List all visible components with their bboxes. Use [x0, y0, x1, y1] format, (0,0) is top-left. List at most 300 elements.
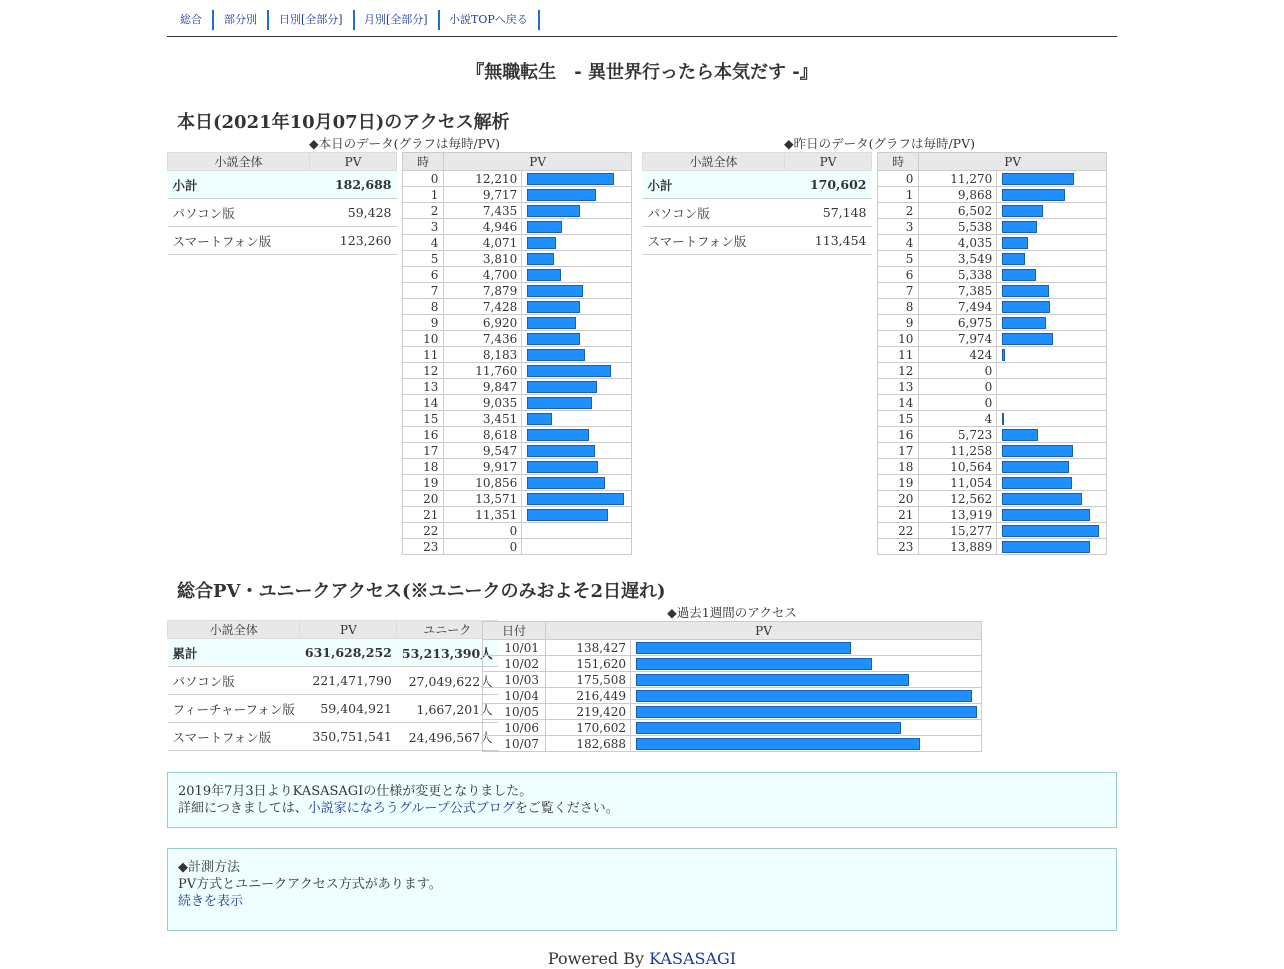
yesterday-hourly-table: [877, 152, 1107, 555]
table-row: [403, 235, 632, 251]
date-cell: 10/05: [483, 704, 546, 720]
bar-cell: [997, 395, 1107, 411]
col-header: 小説全体: [168, 621, 300, 639]
hour-cell: 10: [403, 331, 444, 347]
date-cell: 10/03: [483, 672, 546, 688]
col-header: PV: [546, 622, 982, 640]
top-nav: [167, 0, 1117, 37]
pv-cell: 3,451: [444, 411, 522, 427]
pv-bar: [1002, 541, 1090, 553]
pv-cell: 3,810: [444, 251, 522, 267]
hour-cell: 22: [403, 523, 444, 539]
bar-cell: [997, 219, 1107, 235]
hour-cell: 15: [403, 411, 444, 427]
bar-cell: [631, 672, 982, 688]
hour-cell: 7: [403, 283, 444, 299]
bar-cell: [997, 283, 1107, 299]
pv-bar: [636, 674, 909, 686]
official-blog-link[interactable]: 小説家になろうグループ公式ブログ: [307, 801, 515, 816]
pv-value: 221,471,790: [300, 667, 397, 695]
pv-bar: [1002, 413, 1004, 425]
table-row: [403, 331, 632, 347]
row-label: 小計: [643, 171, 785, 199]
col-header: 時: [403, 153, 444, 171]
pv-cell: 175,508: [546, 672, 631, 688]
unique-value: 27,049,622人: [397, 667, 498, 695]
nav-link[interactable]: 小説TOPへ戻る: [449, 10, 540, 30]
pv-bar: [527, 269, 561, 281]
col-header: PV: [785, 153, 872, 171]
table-row: [878, 379, 1107, 395]
table-row: [878, 443, 1107, 459]
today-caption: ◆本日のデータ(グラフは毎時/PV): [308, 136, 501, 151]
pv-bar: [527, 221, 562, 233]
bar-cell: [522, 251, 632, 267]
bar-cell: [997, 427, 1107, 443]
page-title: 『無職転生 - 異世界行ったら本気だす -』: [466, 62, 818, 83]
row-label: スマートフォン版: [168, 723, 300, 751]
hour-cell: 17: [403, 443, 444, 459]
pv-bar: [527, 413, 552, 425]
total-table: [167, 620, 498, 751]
pv-bar: [1002, 269, 1036, 281]
bar-cell: [522, 347, 632, 363]
hour-cell: 9: [403, 315, 444, 331]
table-row: [878, 507, 1107, 523]
bar-cell: [997, 507, 1107, 523]
row-label: パソコン版: [168, 667, 300, 695]
pv-cell: 4,035: [919, 235, 997, 251]
pv-bar: [1002, 493, 1082, 505]
table-row: [878, 235, 1107, 251]
bar-cell: [631, 656, 982, 672]
bar-cell: [522, 315, 632, 331]
pv-bar: [1002, 317, 1046, 329]
pv-cell: 0: [444, 539, 522, 555]
pv-cell: 4: [919, 411, 997, 427]
table-row: [403, 411, 632, 427]
pv-cell: 11,351: [444, 507, 522, 523]
total-heading: 総合PV・ユニークアクセス(※ユニークのみおよそ2日遅れ): [177, 581, 666, 602]
pv-bar: [636, 738, 920, 750]
hour-cell: 15: [878, 411, 919, 427]
table-row: [643, 171, 872, 199]
pv-bar: [527, 477, 605, 489]
table-row: [168, 639, 498, 667]
nav-link[interactable]: 総合: [180, 10, 214, 30]
hour-cell: 16: [878, 427, 919, 443]
footer: [167, 949, 1117, 968]
table-row: [878, 187, 1107, 203]
row-label: パソコン版: [643, 199, 785, 227]
table-row: [168, 667, 498, 695]
table-row: [403, 379, 632, 395]
table-row: [878, 283, 1107, 299]
week-caption: ◆過去1週間のアクセス: [667, 605, 797, 620]
table-row: [878, 459, 1107, 475]
pv-cell: 151,620: [546, 656, 631, 672]
bar-cell: [997, 331, 1107, 347]
bar-cell: [997, 315, 1107, 331]
bar-cell: [997, 171, 1107, 187]
pv-cell: 4,946: [444, 219, 522, 235]
pv-cell: 3,549: [919, 251, 997, 267]
col-header: 小説全体: [168, 153, 310, 171]
row-label: パソコン版: [168, 199, 310, 227]
row-value: 59,428: [310, 199, 397, 227]
pv-bar: [1002, 205, 1043, 217]
pv-bar: [527, 173, 614, 185]
pv-bar: [1002, 253, 1025, 265]
bar-cell: [522, 299, 632, 315]
pv-bar: [527, 205, 580, 217]
hour-cell: 18: [878, 459, 919, 475]
pv-cell: 11,270: [919, 171, 997, 187]
table-row: [878, 347, 1107, 363]
row-label: 累計: [168, 639, 300, 667]
bar-cell: [997, 251, 1107, 267]
pv-bar: [527, 253, 554, 265]
table-row: [483, 704, 982, 720]
pv-cell: 4,071: [444, 235, 522, 251]
page: [167, 0, 1117, 968]
pv-bar: [1002, 509, 1090, 521]
pv-cell: 9,717: [444, 187, 522, 203]
today-heading: 本日(2021年10月07日)のアクセス解析: [177, 112, 510, 133]
pv-bar: [1002, 173, 1074, 185]
pv-bar: [1002, 429, 1038, 441]
yesterday-caption: ◆昨日のデータ(グラフは毎時/PV): [783, 136, 976, 151]
table-row: [483, 656, 982, 672]
pv-value: 59,404,921: [300, 695, 397, 723]
pv-cell: 4,700: [444, 267, 522, 283]
col-header: PV: [300, 621, 397, 639]
bar-cell: [522, 443, 632, 459]
unique-value: 1,667,201人: [397, 695, 498, 723]
bar-cell: [631, 704, 982, 720]
table-row: [878, 427, 1107, 443]
pv-bar: [527, 285, 583, 297]
col-header: 日付: [483, 622, 546, 640]
hour-cell: 11: [878, 347, 919, 363]
hour-cell: 0: [403, 171, 444, 187]
hour-cell: 22: [878, 523, 919, 539]
table-row: [168, 695, 498, 723]
table-row: [168, 723, 498, 751]
table-row: [403, 427, 632, 443]
pv-cell: 12,210: [444, 171, 522, 187]
table-row: [168, 227, 397, 255]
table-row: [403, 219, 632, 235]
bar-cell: [522, 395, 632, 411]
hour-cell: 6: [403, 267, 444, 283]
hour-cell: 8: [878, 299, 919, 315]
bar-cell: [522, 459, 632, 475]
pv-cell: 9,547: [444, 443, 522, 459]
bar-cell: [522, 523, 632, 539]
table-row: [403, 187, 632, 203]
bar-cell: [522, 411, 632, 427]
pv-bar: [527, 237, 556, 249]
bar-cell: [997, 411, 1107, 427]
pv-bar: [636, 658, 872, 670]
pv-cell: 0: [919, 395, 997, 411]
bar-cell: [997, 459, 1107, 475]
nav-link[interactable]: 部分別: [224, 10, 269, 30]
pv-cell: 0: [919, 379, 997, 395]
pv-bar: [527, 445, 595, 457]
pv-bar: [636, 722, 901, 734]
bar-cell: [997, 187, 1107, 203]
pv-cell: 182,688: [546, 736, 631, 752]
bar-cell: [522, 427, 632, 443]
row-label: 小計: [168, 171, 310, 199]
col-header: ユニーク: [397, 621, 498, 639]
table-row: [878, 363, 1107, 379]
table-row: [168, 171, 397, 199]
bar-cell: [997, 203, 1107, 219]
pv-cell: 5,538: [919, 219, 997, 235]
hour-cell: 23: [878, 539, 919, 555]
table-row: [878, 523, 1107, 539]
hour-cell: 6: [878, 267, 919, 283]
table-row: [168, 199, 397, 227]
spec-change-notice: [167, 772, 1117, 828]
bar-cell: [522, 539, 632, 555]
table-row: [403, 539, 632, 555]
notice-heading: ◆計測方法: [178, 860, 240, 875]
show-more-link[interactable]: 続きを表示: [178, 894, 244, 909]
table-row: [403, 283, 632, 299]
hour-cell: 19: [878, 475, 919, 491]
pv-bar: [527, 381, 597, 393]
pv-bar: [1002, 189, 1065, 201]
bar-cell: [997, 491, 1107, 507]
pv-cell: 10,564: [919, 459, 997, 475]
bar-cell: [522, 267, 632, 283]
pv-bar: [527, 461, 598, 473]
table-row: [403, 251, 632, 267]
pv-bar: [527, 365, 611, 377]
bar-cell: [997, 347, 1107, 363]
bar-cell: [522, 379, 632, 395]
col-header: 小説全体: [643, 153, 785, 171]
week-table: [482, 621, 982, 752]
hour-cell: 3: [878, 219, 919, 235]
hour-cell: 10: [878, 331, 919, 347]
pv-value: 631,628,252: [300, 639, 397, 667]
pv-cell: 170,602: [546, 720, 631, 736]
table-row: [878, 475, 1107, 491]
bar-cell: [997, 379, 1107, 395]
hour-cell: 7: [878, 283, 919, 299]
pv-cell: 12,562: [919, 491, 997, 507]
pv-bar: [1002, 301, 1050, 313]
pv-cell: 15,277: [919, 523, 997, 539]
pv-bar: [1002, 445, 1073, 457]
footer-text: Powered By: [547, 949, 650, 968]
hour-cell: 23: [403, 539, 444, 555]
pv-cell: 8,618: [444, 427, 522, 443]
pv-cell: 10,856: [444, 475, 522, 491]
pv-bar: [1002, 285, 1049, 297]
pv-bar: [1002, 237, 1028, 249]
col-header: PV: [310, 153, 397, 171]
pv-cell: 0: [919, 363, 997, 379]
table-row: [403, 315, 632, 331]
pv-cell: 7,385: [919, 283, 997, 299]
bar-cell: [522, 171, 632, 187]
date-cell: 10/06: [483, 720, 546, 736]
unique-value: 53,213,390人: [397, 639, 498, 667]
hour-cell: 11: [403, 347, 444, 363]
table-row: [878, 203, 1107, 219]
date-cell: 10/01: [483, 640, 546, 656]
table-row: [878, 411, 1107, 427]
notice-text: をご覧ください。: [514, 801, 619, 816]
pv-bar: [1002, 525, 1099, 537]
hour-cell: 20: [878, 491, 919, 507]
table-row: [403, 443, 632, 459]
hour-cell: 1: [878, 187, 919, 203]
table-row: [403, 475, 632, 491]
hour-cell: 2: [403, 203, 444, 219]
hour-cell: 13: [403, 379, 444, 395]
bar-cell: [631, 688, 982, 704]
pv-cell: 5,338: [919, 267, 997, 283]
pv-bar: [1002, 349, 1005, 361]
hour-cell: 17: [878, 443, 919, 459]
pv-bar: [1002, 221, 1037, 233]
bar-cell: [631, 736, 982, 752]
yesterday-summary-table: [642, 152, 872, 255]
bar-cell: [997, 443, 1107, 459]
pv-bar: [636, 690, 972, 702]
col-header: 時: [878, 153, 919, 171]
pv-cell: 7,428: [444, 299, 522, 315]
pv-bar: [1002, 461, 1069, 473]
pv-bar: [527, 333, 580, 345]
table-row: [483, 672, 982, 688]
pv-bar: [527, 397, 592, 409]
pv-bar: [527, 429, 589, 441]
table-row: [878, 539, 1107, 555]
table-row: [878, 219, 1107, 235]
pv-cell: 9,917: [444, 459, 522, 475]
bar-cell: [997, 363, 1107, 379]
bar-cell: [522, 187, 632, 203]
nav-link[interactable]: 日別[全部分]: [279, 10, 355, 30]
pv-cell: 6,975: [919, 315, 997, 331]
hour-cell: 21: [403, 507, 444, 523]
table-row: [483, 688, 982, 704]
hour-cell: 3: [403, 219, 444, 235]
hour-cell: 18: [403, 459, 444, 475]
pv-cell: 138,427: [546, 640, 631, 656]
notice-text: 詳細につきましては、: [178, 801, 308, 816]
pv-bar: [527, 493, 624, 505]
row-value: 113,454: [785, 227, 872, 255]
bar-cell: [522, 331, 632, 347]
table-row: [878, 395, 1107, 411]
col-header: PV: [444, 153, 632, 171]
bar-cell: [522, 491, 632, 507]
date-cell: 10/02: [483, 656, 546, 672]
pv-cell: 219,420: [546, 704, 631, 720]
bar-cell: [997, 299, 1107, 315]
pv-cell: 6,920: [444, 315, 522, 331]
table-row: [878, 331, 1107, 347]
hour-cell: 9: [878, 315, 919, 331]
pv-cell: 424: [919, 347, 997, 363]
hour-cell: 8: [403, 299, 444, 315]
measurement-notice: [167, 848, 1117, 931]
pv-cell: 9,035: [444, 395, 522, 411]
bar-cell: [522, 203, 632, 219]
notice-line: PV方式とユニークアクセス方式があります。: [178, 877, 442, 892]
bar-cell: [631, 640, 982, 656]
pv-cell: 7,974: [919, 331, 997, 347]
table-row: [403, 299, 632, 315]
row-value: 170,602: [785, 171, 872, 199]
today-summary-table: [167, 152, 397, 255]
pv-cell: 9,868: [919, 187, 997, 203]
pv-cell: 11,054: [919, 475, 997, 491]
pv-bar: [636, 642, 851, 654]
hour-cell: 5: [403, 251, 444, 267]
pv-cell: 216,449: [546, 688, 631, 704]
hour-cell: 0: [878, 171, 919, 187]
row-value: 57,148: [785, 199, 872, 227]
hour-cell: 19: [403, 475, 444, 491]
table-row: [878, 315, 1107, 331]
table-row: [878, 299, 1107, 315]
hour-cell: 21: [878, 507, 919, 523]
table-row: [483, 736, 982, 752]
pv-cell: 9,847: [444, 379, 522, 395]
hour-cell: 4: [878, 235, 919, 251]
pv-cell: 7,435: [444, 203, 522, 219]
kasasagi-link[interactable]: KASASAGI: [649, 949, 737, 968]
table-row: [643, 199, 872, 227]
notice-line: [178, 800, 1106, 817]
bar-cell: [997, 235, 1107, 251]
hour-cell: 2: [878, 203, 919, 219]
nav-link[interactable]: 月別[全部分]: [364, 10, 440, 30]
row-label: フィーチャーフォン版: [168, 695, 300, 723]
table-row: [403, 507, 632, 523]
unique-value: 24,496,567人: [397, 723, 498, 751]
pv-cell: 7,879: [444, 283, 522, 299]
table-row: [403, 363, 632, 379]
pv-cell: 5,723: [919, 427, 997, 443]
table-row: [403, 523, 632, 539]
pv-cell: 8,183: [444, 347, 522, 363]
table-row: [403, 267, 632, 283]
bar-cell: [997, 475, 1107, 491]
hour-cell: 5: [878, 251, 919, 267]
table-row: [483, 720, 982, 736]
hour-cell: 14: [403, 395, 444, 411]
pv-cell: 11,760: [444, 363, 522, 379]
row-label: スマートフォン版: [643, 227, 785, 255]
hour-cell: 13: [878, 379, 919, 395]
table-row: [878, 267, 1107, 283]
table-row: [403, 491, 632, 507]
pv-cell: 7,494: [919, 299, 997, 315]
hour-cell: 12: [878, 363, 919, 379]
pv-cell: 7,436: [444, 331, 522, 347]
